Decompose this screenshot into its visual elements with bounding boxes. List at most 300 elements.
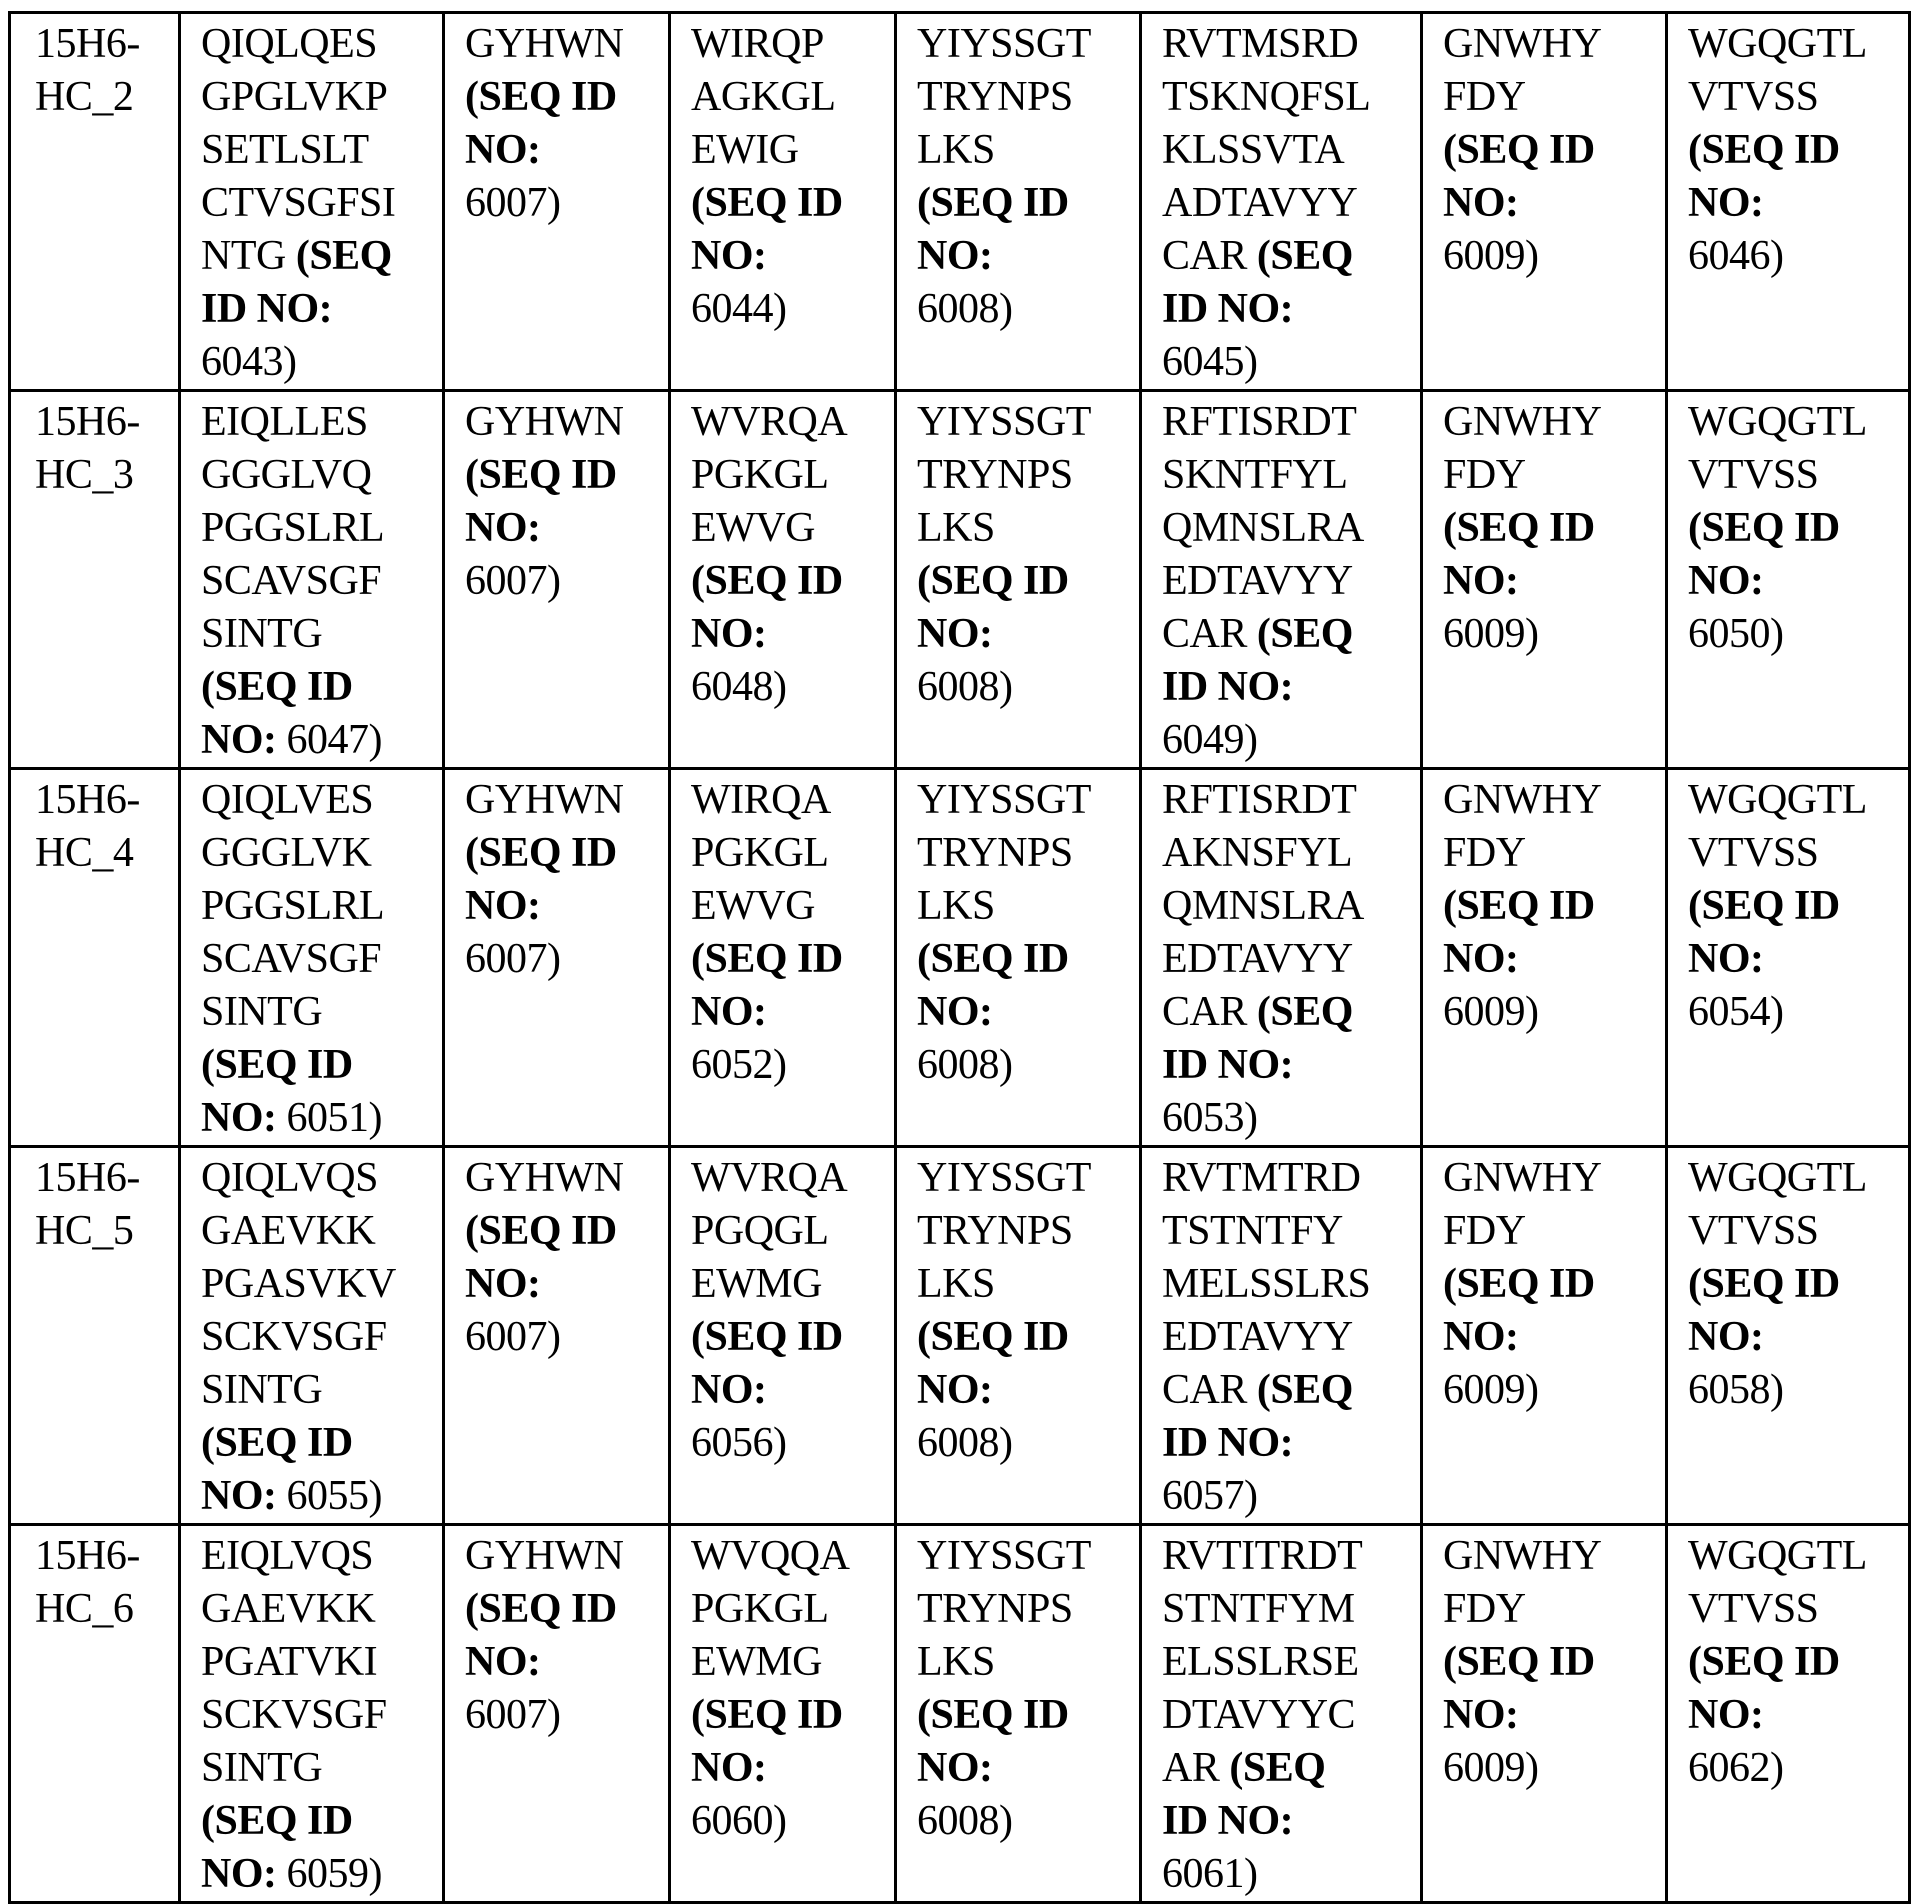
seq-id-label-part: (SEQ ID [201, 1042, 353, 1088]
seq-id-value: 6055 [286, 1473, 369, 1519]
seq-id-number: 6007) [465, 1692, 561, 1738]
sequence-line: GYHWN [465, 1533, 624, 1579]
seq-id-label-part: (SEQ ID [917, 1314, 1069, 1360]
sequence-line: GGGLVK [201, 830, 372, 876]
table-body [10, 13, 1910, 1903]
seq-id-number: 6052) [691, 1042, 787, 1088]
cdr-2-cell [896, 13, 1141, 391]
sequence-line: SINTG [201, 1367, 323, 1413]
sequence-fragment: NTG [201, 233, 296, 279]
seq-id-label-part: ID NO: [1162, 286, 1294, 332]
sequence-line: FDY [1443, 1208, 1526, 1254]
sequence-line: PGKGL [691, 830, 829, 876]
framework-2-cell [670, 1525, 896, 1903]
seq-id-label-part: NO: [1688, 1692, 1764, 1738]
sequence-line: ADTAVYY [1162, 180, 1358, 226]
cdr-2-cell [896, 769, 1141, 1147]
seq-id-value: 6046 [1688, 233, 1770, 279]
sequence-line: LKS [917, 505, 995, 551]
seq-id-number: 6009) [1443, 1367, 1539, 1413]
seq-id-label-part: NO: [691, 1745, 767, 1791]
seq-id-value: 6009 [1443, 233, 1525, 279]
seq-id-label-part: NO: [1443, 558, 1519, 604]
seq-id-value: 6043 [201, 339, 283, 385]
sequence-line: GYHWN [465, 21, 624, 67]
sequence-line: DTAVYYC [1162, 1692, 1356, 1738]
sequence-line: GNWHY [1443, 1533, 1602, 1579]
sequence-fragment: CAR [1162, 611, 1257, 657]
seq-id-value: 6051 [286, 1095, 369, 1141]
sequence-line: GYHWN [465, 1155, 624, 1201]
antibody-name-cell [10, 769, 180, 1147]
seq-id-label-part: NO: [1688, 558, 1764, 604]
seq-id-label-part: NO: [917, 989, 993, 1035]
seq-id-value: 6007 [465, 1692, 547, 1738]
seq-id-number: 6009) [1443, 989, 1539, 1035]
seq-id-number: 6007) [465, 180, 561, 226]
seq-id-value: 6009 [1443, 1745, 1525, 1791]
seq-id-label-part: NO: [465, 883, 541, 929]
sequence-line: TRYNPS [917, 452, 1073, 498]
sequence-line: EDTAVYY [1162, 1314, 1353, 1360]
sequence-line: RFTISRDT [1162, 777, 1357, 823]
seq-id-label-part: (SEQ ID [691, 1692, 843, 1738]
sequence-line: RFTISRDT [1162, 399, 1357, 445]
seq-id-label-part: (SEQ [1256, 989, 1353, 1035]
seq-id-label-part: (SEQ ID [917, 936, 1069, 982]
seq-id-value: 6008 [917, 664, 999, 710]
seq-id-label-part: NO: [1688, 180, 1764, 226]
sequence-line: GNWHY [1443, 21, 1602, 67]
seq-id-label-part: (SEQ ID [691, 180, 843, 226]
seq-id-number: NO: 6051) [201, 1095, 382, 1141]
seq-id-label-part: (SEQ ID [1688, 883, 1840, 929]
sequence-line: LKS [917, 127, 995, 173]
sequence-line: MELSSLRS [1162, 1261, 1371, 1307]
seq-id-label-part: (SEQ [1256, 611, 1353, 657]
seq-id-label-part: NO: [917, 611, 993, 657]
seq-id-label-part: (SEQ ID [691, 558, 843, 604]
antibody-name-line: 15H6- [35, 21, 140, 67]
seq-id-number: 6008) [917, 664, 1013, 710]
sequence-line: GAEVKK [201, 1208, 376, 1254]
framework-4-cell [1667, 1147, 1910, 1525]
antibody-name-line: HC_2 [35, 74, 134, 120]
seq-id-number: 6009) [1443, 611, 1539, 657]
cdr-2-cell [896, 391, 1141, 769]
seq-id-value: 6008 [917, 1420, 999, 1466]
framework-1-cell [180, 13, 444, 391]
framework-1-cell [180, 769, 444, 1147]
seq-id-label-part: NO: [691, 1367, 767, 1413]
sequence-line: GNWHY [1443, 777, 1602, 823]
seq-id-value: 6007 [465, 1314, 547, 1360]
seq-id-value: 6008 [917, 1042, 999, 1088]
seq-id-label-part: NO: [465, 505, 541, 551]
seq-id-value: 6007 [465, 936, 547, 982]
cdr-3-cell [1422, 769, 1667, 1147]
seq-id-label-part: (SEQ ID [1443, 1261, 1595, 1307]
framework-1-cell [180, 391, 444, 769]
framework-1-cell [180, 1147, 444, 1525]
seq-id-label-part: NO: [691, 611, 767, 657]
antibody-name-line: 15H6- [35, 777, 140, 823]
seq-id-value: 6009 [1443, 989, 1525, 1035]
seq-id-label-part: NO: [1688, 1314, 1764, 1360]
seq-id-label-part: NO: [465, 127, 541, 173]
table-row [10, 1525, 1910, 1903]
framework-4-cell [1667, 391, 1910, 769]
table-row [10, 1147, 1910, 1525]
seq-id-label-part: (SEQ ID [1688, 1639, 1840, 1685]
framework-4-cell [1667, 13, 1910, 391]
seq-id-label-part: NO: [465, 1639, 541, 1685]
sequence-line: GPGLVKP [201, 74, 388, 120]
sequence-line: WIRQP [691, 21, 824, 67]
antibody-name-line: HC_6 [35, 1586, 134, 1632]
sequence-line: EWIG [691, 127, 799, 173]
seq-id-value: 6058 [1688, 1367, 1770, 1413]
seq-id-label-part: (SEQ ID [1443, 883, 1595, 929]
seq-id-number: NO: 6059) [201, 1851, 382, 1897]
framework-4-cell [1667, 1525, 1910, 1903]
sequence-line: SINTG [201, 611, 323, 657]
cdr-1-cell [444, 769, 670, 1147]
sequence-fragment: AR [1162, 1745, 1230, 1791]
seq-id-value: 6050 [1688, 611, 1770, 657]
sequence-line: PGKGL [691, 1586, 829, 1632]
seq-id-number: 6045) [1162, 339, 1258, 385]
seq-id-label-part: (SEQ ID [465, 452, 617, 498]
seq-id-label-part: (SEQ ID [691, 936, 843, 982]
seq-id-value: 6062 [1688, 1745, 1770, 1791]
cdr-2-cell [896, 1525, 1141, 1903]
seq-id-label-part: (SEQ ID [1688, 505, 1840, 551]
sequence-line: VTVSS [1688, 452, 1819, 498]
sequence-line: YIYSSGT [917, 399, 1091, 445]
table-row [10, 769, 1910, 1147]
seq-id-label-part: (SEQ [1256, 1367, 1353, 1413]
sequence-line: FDY [1443, 452, 1526, 498]
sequence-line: EWVG [691, 883, 815, 929]
sequence-line: TRYNPS [917, 830, 1073, 876]
cdr-1-cell [444, 13, 670, 391]
seq-id-label-part: (SEQ ID [465, 830, 617, 876]
sequence-line [1162, 986, 1420, 1039]
sequence-fragment: CAR [1162, 1367, 1257, 1413]
sequence-line: EDTAVYY [1162, 936, 1353, 982]
seq-id-label-part: ID NO: [1162, 1798, 1294, 1844]
framework-3-cell [1141, 391, 1422, 769]
sequence-line: YIYSSGT [917, 1155, 1091, 1201]
seq-id-number: 6008) [917, 1420, 1013, 1466]
seq-id-label-part: (SEQ ID [917, 1692, 1069, 1738]
antibody-name-line: HC_3 [35, 452, 134, 498]
seq-id-value: 6060 [691, 1798, 773, 1844]
cdr-1-cell [444, 1525, 670, 1903]
sequence-line: PGATVKI [201, 1639, 378, 1685]
seq-id-number: 6046) [1688, 233, 1784, 279]
seq-id-label-part: NO: [917, 233, 993, 279]
sequence-line: QIQLVQS [201, 1155, 378, 1201]
seq-id-label-part: (SEQ ID [465, 1208, 617, 1254]
sequence-line: TRYNPS [917, 74, 1073, 120]
framework-4-cell [1667, 769, 1910, 1147]
seq-id-number: NO: 6047) [201, 717, 382, 763]
sequence-line: WGQGTL [1688, 1533, 1867, 1579]
seq-id-label-part: (SEQ ID [465, 1586, 617, 1632]
seq-id-number: 6044) [691, 286, 787, 332]
sequence-line: WVRQA [691, 399, 848, 445]
seq-id-number: 6008) [917, 286, 1013, 332]
seq-id-number: 6057) [1162, 1473, 1258, 1519]
sequence-line: SINTG [201, 989, 323, 1035]
seq-id-label-part: NO: [201, 1851, 277, 1897]
sequence-line: PGASVKV [201, 1261, 396, 1307]
seq-id-label-part: ID NO: [201, 286, 333, 332]
sequence-line: TSTNTFY [1162, 1208, 1343, 1254]
sequence-line: EWVG [691, 505, 815, 551]
sequence-line: YIYSSGT [917, 777, 1091, 823]
sequence-line: RVTMSRD [1162, 21, 1359, 67]
sequence-line: KLSSVTA [1162, 127, 1345, 173]
table-row [10, 391, 1910, 769]
seq-id-number: 6048) [691, 664, 787, 710]
seq-id-label-part: (SEQ ID [1688, 127, 1840, 173]
seq-id-number: 6049) [1162, 717, 1258, 763]
antibody-name-cell [10, 13, 180, 391]
sequence-line: FDY [1443, 1586, 1526, 1632]
seq-id-label-part: NO: [201, 1473, 277, 1519]
seq-id-label-part: NO: [1443, 180, 1519, 226]
framework-3-cell [1141, 1525, 1422, 1903]
seq-id-value: 6044 [691, 286, 773, 332]
antibody-name-cell [10, 1147, 180, 1525]
seq-id-label-part: NO: [691, 989, 767, 1035]
sequence-line: VTVSS [1688, 830, 1819, 876]
seq-id-value: 6007 [465, 180, 547, 226]
sequence-line: PGKGL [691, 452, 829, 498]
antibody-name-line: HC_5 [35, 1208, 134, 1254]
seq-id-value: 6048 [691, 664, 773, 710]
seq-id-label-part: (SEQ ID [1688, 1261, 1840, 1307]
seq-id-value: 6007 [465, 558, 547, 604]
seq-id-number: 6056) [691, 1420, 787, 1466]
sequence-line: SCKVSGF [201, 1314, 387, 1360]
seq-id-label-part: (SEQ ID [1443, 505, 1595, 551]
framework-3-cell [1141, 1147, 1422, 1525]
sequence-line: RVTMTRD [1162, 1155, 1361, 1201]
sequence-line: WGQGTL [1688, 777, 1867, 823]
sequence-line: AGKGL [691, 74, 836, 120]
sequence-line: WGQGTL [1688, 399, 1867, 445]
sequence-line: WGQGTL [1688, 1155, 1867, 1201]
seq-id-label-part: (SEQ ID [1443, 1639, 1595, 1685]
sequence-line: PGGSLRL [201, 883, 385, 929]
sequence-line: VTVSS [1688, 1586, 1819, 1632]
seq-id-number: 6008) [917, 1042, 1013, 1088]
seq-id-value: 6047 [286, 717, 369, 763]
seq-id-label-part: (SEQ [295, 233, 392, 279]
sequence-line: CTVSGFSI [201, 180, 396, 226]
sequence-line: VTVSS [1688, 1208, 1819, 1254]
sequence-line [1162, 230, 1420, 283]
framework-2-cell [670, 391, 896, 769]
framework-3-cell [1141, 13, 1422, 391]
sequence-line: SINTG [201, 1745, 323, 1791]
sequence-table [8, 11, 1911, 1904]
seq-id-label-part: NO: [691, 233, 767, 279]
seq-id-number: 6054) [1688, 989, 1784, 1035]
framework-3-cell [1141, 769, 1422, 1147]
table-row [10, 13, 1910, 391]
seq-id-value: 6049 [1162, 717, 1244, 763]
seq-id-number: 6008) [917, 1798, 1013, 1844]
seq-id-number: 6058) [1688, 1367, 1784, 1413]
seq-id-value: 6045 [1162, 339, 1244, 385]
sequence-line: EWMG [691, 1639, 822, 1685]
sequence-line: TSKNQFSL [1162, 74, 1371, 120]
seq-id-number: 6050) [1688, 611, 1784, 657]
sequence-line: GAEVKK [201, 1586, 376, 1632]
sequence-line: WVQQA [691, 1533, 850, 1579]
sequence-line: EIQLLES [201, 399, 368, 445]
seq-id-label-part: NO: [201, 717, 277, 763]
sequence-line: GNWHY [1443, 399, 1602, 445]
seq-id-label-part: ID NO: [1162, 664, 1294, 710]
seq-id-number: 6061) [1162, 1851, 1258, 1897]
sequence-line: WIRQA [691, 777, 831, 823]
framework-2-cell [670, 13, 896, 391]
seq-id-value: 6059 [286, 1851, 369, 1897]
sequence-line: WGQGTL [1688, 21, 1867, 67]
cdr-1-cell [444, 1147, 670, 1525]
seq-id-value: 6008 [917, 1798, 999, 1844]
cdr-3-cell [1422, 1525, 1667, 1903]
framework-2-cell [670, 769, 896, 1147]
sequence-line: VTVSS [1688, 74, 1819, 120]
sequence-line: FDY [1443, 74, 1526, 120]
antibody-name-line: HC_4 [35, 830, 134, 876]
cdr-2-cell [896, 1147, 1141, 1525]
sequence-line: LKS [917, 1639, 995, 1685]
seq-id-label-part: NO: [465, 1261, 541, 1307]
sequence-line: SCKVSGF [201, 1692, 387, 1738]
sequence-line: SCAVSGF [201, 558, 382, 604]
framework-1-cell [180, 1525, 444, 1903]
seq-id-label-part: (SEQ [1229, 1745, 1326, 1791]
seq-id-number: 6007) [465, 558, 561, 604]
sequence-line: PGGSLRL [201, 505, 385, 551]
seq-id-value: 6061 [1162, 1851, 1244, 1897]
seq-id-label-part: (SEQ ID [201, 1420, 353, 1466]
sequence-line: YIYSSGT [917, 1533, 1091, 1579]
seq-id-label-part: (SEQ ID [917, 180, 1069, 226]
seq-id-value: 6008 [917, 286, 999, 332]
seq-id-value: 6054 [1688, 989, 1770, 1035]
sequence-line: PGQGL [691, 1208, 829, 1254]
cdr-3-cell [1422, 13, 1667, 391]
sequence-line: STNTFYM [1162, 1586, 1355, 1632]
seq-id-label-part: NO: [1688, 936, 1764, 982]
sequence-line: SKNTFYL [1162, 452, 1348, 498]
sequence-line: EIQLVQS [201, 1533, 374, 1579]
seq-id-label-part: (SEQ ID [917, 558, 1069, 604]
sequence-line: GGGLVQ [201, 452, 372, 498]
sequence-line: GNWHY [1443, 1155, 1602, 1201]
cdr-3-cell [1422, 1147, 1667, 1525]
seq-id-number: 6009) [1443, 233, 1539, 279]
sequence-line [1162, 1742, 1420, 1795]
seq-id-label-part: (SEQ ID [691, 1314, 843, 1360]
antibody-name-cell [10, 391, 180, 769]
seq-id-number: 6009) [1443, 1745, 1539, 1791]
sequence-line: AKNSFYL [1162, 830, 1353, 876]
sequence-line: TRYNPS [917, 1586, 1073, 1632]
seq-id-value: 6052 [691, 1042, 773, 1088]
antibody-name-line: 15H6- [35, 1155, 140, 1201]
seq-id-value: 6057 [1162, 1473, 1244, 1519]
sequence-line: QIQLVES [201, 777, 374, 823]
seq-id-label-part: ID NO: [1162, 1042, 1294, 1088]
sequence-line: YIYSSGT [917, 21, 1091, 67]
seq-id-value: 6053 [1162, 1095, 1244, 1141]
seq-id-label-part: (SEQ ID [201, 664, 353, 710]
sequence-line: EDTAVYY [1162, 558, 1353, 604]
seq-id-label-part: NO: [917, 1367, 993, 1413]
seq-id-label-part: NO: [1443, 936, 1519, 982]
seq-id-label-part: ID NO: [1162, 1420, 1294, 1466]
seq-id-number: 6007) [465, 1314, 561, 1360]
cdr-1-cell [444, 391, 670, 769]
sequence-line: QMNSLRA [1162, 883, 1364, 929]
sequence-line: LKS [917, 883, 995, 929]
cdr-3-cell [1422, 391, 1667, 769]
sequence-line: GYHWN [465, 777, 624, 823]
sequence-fragment: CAR [1162, 989, 1257, 1035]
sequence-fragment: CAR [1162, 233, 1257, 279]
sequence-line: ELSSLRSE [1162, 1639, 1359, 1685]
seq-id-number: 6007) [465, 936, 561, 982]
seq-id-number: 6053) [1162, 1095, 1258, 1141]
seq-id-label-part: NO: [1443, 1692, 1519, 1738]
sequence-line [1162, 1364, 1420, 1417]
framework-2-cell [670, 1147, 896, 1525]
sequence-line [201, 230, 442, 283]
sequence-line: RVTITRDT [1162, 1533, 1363, 1579]
sequence-line: FDY [1443, 830, 1526, 876]
seq-id-number: 6062) [1688, 1745, 1784, 1791]
seq-id-value: 6009 [1443, 1367, 1525, 1413]
seq-id-number: 6043) [201, 339, 297, 385]
seq-id-label-part: (SEQ ID [465, 74, 617, 120]
seq-id-value: 6056 [691, 1420, 773, 1466]
seq-id-label-part: (SEQ ID [1443, 127, 1595, 173]
seq-id-label-part: (SEQ ID [201, 1798, 353, 1844]
seq-id-label-part: NO: [1443, 1314, 1519, 1360]
sequence-line: QIQLQES [201, 21, 378, 67]
sequence-line [1162, 608, 1420, 661]
sequence-line: SCAVSGF [201, 936, 382, 982]
sequence-line: QMNSLRA [1162, 505, 1364, 551]
sequence-line: GYHWN [465, 399, 624, 445]
antibody-name-cell [10, 1525, 180, 1903]
sequence-line: SETLSLT [201, 127, 369, 173]
seq-id-value: 6009 [1443, 611, 1525, 657]
sequence-line: LKS [917, 1261, 995, 1307]
seq-id-label-part: (SEQ [1256, 233, 1353, 279]
antibody-name-line: 15H6- [35, 1533, 140, 1579]
